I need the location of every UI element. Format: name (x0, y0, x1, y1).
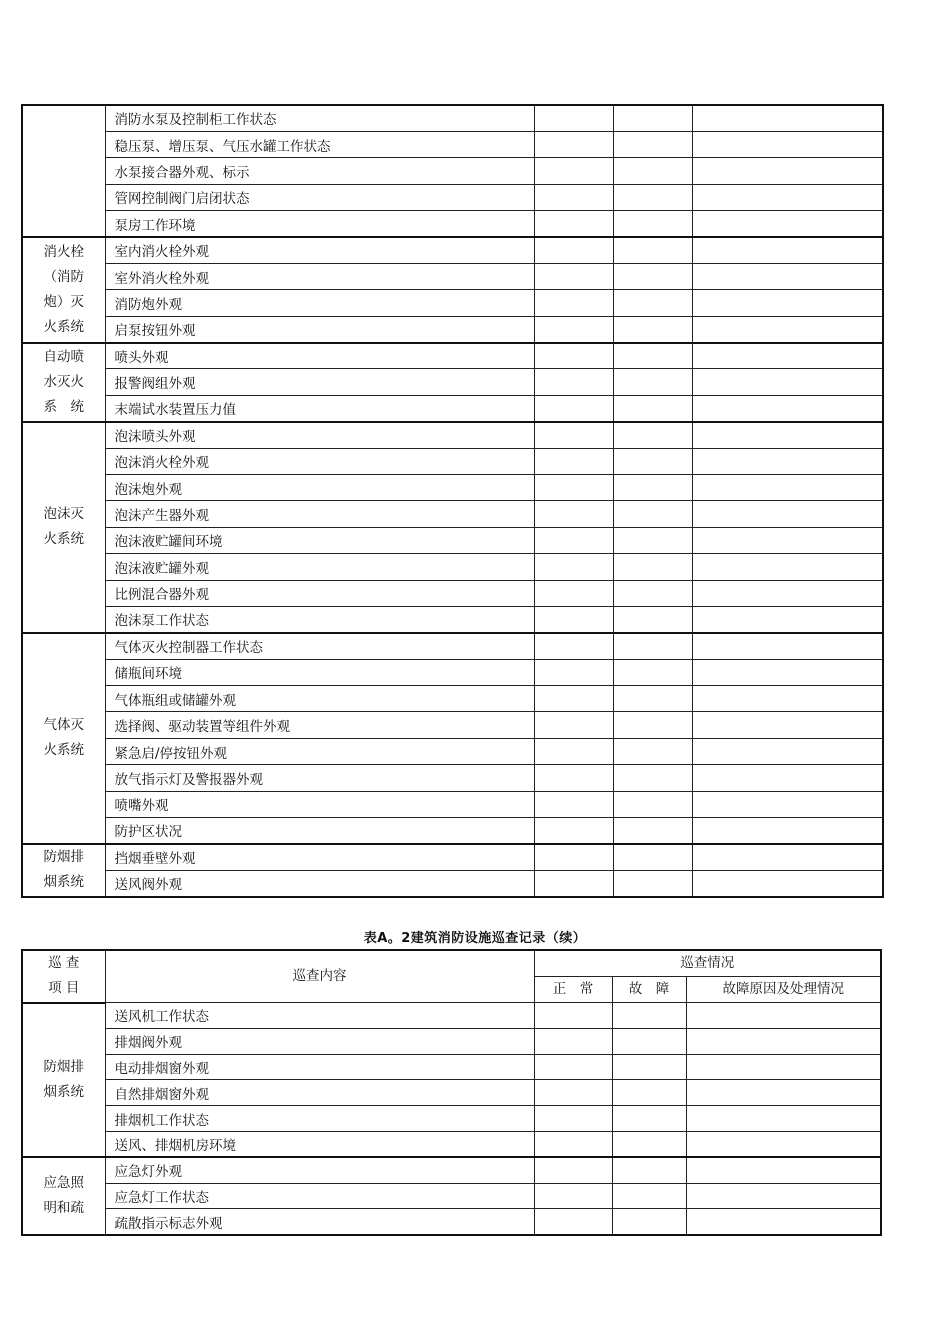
fault-cell[interactable] (613, 580, 692, 606)
inspection-item: 泡沫液贮罐外观 (105, 554, 534, 580)
inspection-item: 水泵接合器外观、标示 (105, 158, 534, 184)
fault-cell[interactable] (613, 738, 692, 764)
table-row (22, 527, 883, 553)
reason-cell[interactable] (692, 844, 883, 870)
reason-cell[interactable] (692, 131, 883, 157)
normal-cell[interactable] (534, 448, 613, 474)
group-label-line: 火系统 (43, 318, 84, 335)
reason-cell[interactable] (686, 1080, 881, 1106)
group-label (22, 422, 105, 633)
inspection-table-part1 (21, 104, 884, 898)
fault-cell[interactable] (613, 369, 692, 395)
reason-cell[interactable] (692, 422, 883, 448)
table-row (22, 290, 883, 316)
inspection-item: 气体瓶组或储罐外观 (105, 686, 534, 712)
fault-cell[interactable] (613, 184, 692, 210)
reason-cell[interactable] (686, 1003, 881, 1029)
group-label (22, 105, 105, 237)
table-row (22, 343, 883, 369)
table-row (22, 316, 883, 342)
reason-cell[interactable] (686, 1106, 881, 1132)
table-row (22, 1080, 881, 1106)
reason-cell[interactable] (692, 659, 883, 685)
reason-cell[interactable] (692, 554, 883, 580)
reason-cell[interactable] (692, 395, 883, 421)
reason-cell[interactable] (692, 606, 883, 632)
inspection-item: 放气指示灯及警报器外观 (105, 765, 534, 791)
table-row (22, 263, 883, 289)
group-label-line: 防烟排 (43, 1058, 84, 1075)
group-label-line: 明和疏 (43, 1199, 84, 1216)
inspection-item: 泡沫炮外观 (105, 474, 534, 500)
reason-cell[interactable] (692, 158, 883, 184)
inspection-item: 消防炮外观 (105, 290, 534, 316)
group-label (22, 343, 105, 422)
table-row (22, 501, 883, 527)
table-row (22, 448, 883, 474)
inspection-item: 储瓶间环境 (105, 659, 534, 685)
table-row (22, 870, 883, 896)
group-label-line: 消火栓 (43, 243, 84, 260)
group-label-line: 火系统 (43, 531, 84, 548)
fault-cell[interactable] (613, 712, 692, 738)
inspection-item: 喷头外观 (105, 343, 534, 369)
reason-cell[interactable] (692, 738, 883, 764)
reason-cell[interactable] (692, 237, 883, 263)
normal-cell[interactable] (534, 765, 613, 791)
header-normal: 正 常 (534, 977, 612, 1003)
fault-cell[interactable] (613, 105, 692, 131)
fault-cell[interactable] (613, 844, 692, 870)
reason-cell[interactable] (692, 791, 883, 817)
normal-cell[interactable] (534, 633, 613, 659)
header-item-line: 巡 查 (48, 955, 80, 972)
inspection-item: 自然排烟窗外观 (105, 1080, 534, 1106)
inspection-item: 启泵按钮外观 (105, 316, 534, 342)
inspection-item: 送风、排烟机房环境 (105, 1131, 534, 1157)
reason-cell[interactable] (692, 818, 883, 844)
inspection-item: 排烟机工作状态 (105, 1106, 534, 1132)
normal-cell[interactable] (534, 606, 613, 632)
table-row (22, 633, 883, 659)
normal-cell[interactable] (534, 1106, 612, 1132)
inspection-item: 排烟阀外观 (105, 1028, 534, 1054)
group-label-line: 自动喷 (43, 348, 84, 365)
normal-cell[interactable] (534, 501, 613, 527)
fault-cell[interactable] (613, 448, 692, 474)
header-status: 巡查情况 (534, 950, 881, 977)
group-label-line: 炮）灭 (43, 293, 84, 310)
inspection-item: 送风阀外观 (105, 870, 534, 896)
normal-cell[interactable] (534, 395, 613, 421)
normal-cell[interactable] (534, 316, 613, 342)
fault-cell[interactable] (612, 1106, 686, 1132)
fault-cell[interactable] (613, 316, 692, 342)
group-label (22, 633, 105, 844)
group-label-line: 水灭火 (43, 373, 84, 390)
table-row (22, 369, 883, 395)
fault-cell[interactable] (613, 554, 692, 580)
normal-cell[interactable] (534, 263, 613, 289)
inspection-item: 疏散指示标志外观 (105, 1209, 534, 1235)
normal-cell[interactable] (534, 844, 613, 870)
inspection-item: 泡沫泵工作状态 (105, 606, 534, 632)
normal-cell[interactable] (534, 527, 613, 553)
normal-cell[interactable] (534, 1080, 612, 1106)
table-row (22, 1106, 881, 1132)
normal-cell[interactable] (534, 554, 613, 580)
inspection-item: 消防水泵及控制柜工作状态 (105, 105, 534, 131)
normal-cell[interactable] (534, 158, 613, 184)
inspection-item: 室外消火栓外观 (105, 263, 534, 289)
inspection-item: 室内消火栓外观 (105, 237, 534, 263)
reason-cell[interactable] (692, 501, 883, 527)
group-label-line: 泡沫灭 (43, 506, 84, 523)
normal-cell[interactable] (534, 791, 613, 817)
normal-cell[interactable] (534, 422, 613, 448)
header-reason: 故障原因及处理情况 (686, 977, 881, 1003)
fault-cell[interactable] (613, 818, 692, 844)
fault-cell[interactable] (612, 1080, 686, 1106)
reason-cell[interactable] (692, 765, 883, 791)
inspection-item: 选择阀、驱动装置等组件外观 (105, 712, 534, 738)
reason-cell[interactable] (692, 527, 883, 553)
inspection-item: 挡烟垂壁外观 (105, 844, 534, 870)
fault-cell[interactable] (613, 211, 692, 237)
reason-cell[interactable] (686, 1054, 881, 1080)
group-label-line: 火系统 (43, 742, 84, 759)
table-row (22, 395, 883, 421)
fault-cell[interactable] (613, 659, 692, 685)
table-row (22, 131, 883, 157)
inspection-item: 泡沫液贮罐间环境 (105, 527, 534, 553)
table-row (22, 184, 883, 210)
reason-cell[interactable] (692, 448, 883, 474)
normal-cell[interactable] (534, 184, 613, 210)
fault-cell[interactable] (612, 1003, 686, 1029)
table-row (22, 554, 883, 580)
normal-cell[interactable] (534, 1209, 612, 1235)
table-caption: 表A。2建筑消防设施巡查记录（续） (363, 931, 587, 946)
reason-cell[interactable] (686, 1209, 881, 1235)
table-row (22, 1209, 881, 1235)
fault-cell[interactable] (612, 1157, 686, 1183)
table-row (22, 105, 883, 131)
inspection-item: 送风机工作状态 (105, 1003, 534, 1029)
reason-cell[interactable] (692, 369, 883, 395)
reason-cell[interactable] (692, 290, 883, 316)
inspection-item: 泵房工作环境 (105, 211, 534, 237)
table-row (22, 606, 883, 632)
normal-cell[interactable] (534, 369, 613, 395)
reason-cell[interactable] (692, 633, 883, 659)
normal-cell[interactable] (534, 686, 613, 712)
normal-cell[interactable] (534, 1054, 612, 1080)
normal-cell[interactable] (534, 870, 613, 896)
fault-cell[interactable] (612, 1209, 686, 1235)
fault-cell[interactable] (613, 158, 692, 184)
reason-cell[interactable] (692, 474, 883, 500)
table-row (22, 791, 883, 817)
header-content: 巡查内容 (105, 950, 534, 1003)
table-row (22, 1028, 881, 1054)
header-fault: 故 障 (612, 977, 686, 1003)
normal-cell[interactable] (534, 659, 613, 685)
normal-cell[interactable] (534, 1131, 612, 1157)
normal-cell[interactable] (534, 818, 613, 844)
fault-cell[interactable] (612, 1131, 686, 1157)
reason-cell[interactable] (692, 316, 883, 342)
group-label (22, 844, 105, 897)
fault-cell[interactable] (613, 870, 692, 896)
reason-cell[interactable] (686, 1028, 881, 1054)
inspection-item: 气体灭火控制器工作状态 (105, 633, 534, 659)
fault-cell[interactable] (613, 791, 692, 817)
table-row (22, 738, 883, 764)
group-label-line: 防烟排 (43, 849, 84, 866)
table-row (22, 1003, 881, 1029)
reason-cell[interactable] (692, 211, 883, 237)
group-label (22, 1157, 105, 1234)
fault-cell[interactable] (613, 237, 692, 263)
fault-cell[interactable] (612, 1183, 686, 1209)
normal-cell[interactable] (534, 580, 613, 606)
reason-cell[interactable] (692, 105, 883, 131)
normal-cell[interactable] (534, 211, 613, 237)
table-row (22, 686, 883, 712)
table-row (22, 1054, 881, 1080)
normal-cell[interactable] (534, 1157, 612, 1183)
group-label (22, 1003, 105, 1158)
inspection-item: 电动排烟窗外观 (105, 1054, 534, 1080)
header-item-column (22, 950, 105, 1003)
inspection-item: 报警阀组外观 (105, 369, 534, 395)
table-row (22, 474, 883, 500)
fault-cell[interactable] (612, 1028, 686, 1054)
fault-cell[interactable] (613, 527, 692, 553)
table-row (22, 422, 883, 448)
inspection-item: 末端试水装置压力值 (105, 395, 534, 421)
group-label-line: 系 统 (43, 398, 84, 415)
table-row (22, 712, 883, 738)
normal-cell[interactable] (534, 712, 613, 738)
normal-cell[interactable] (534, 343, 613, 369)
fault-cell[interactable] (613, 263, 692, 289)
group-label-line: 烟系统 (43, 874, 84, 891)
inspection-item: 防护区状况 (105, 818, 534, 844)
fault-cell[interactable] (613, 395, 692, 421)
inspection-item: 应急灯工作状态 (105, 1183, 534, 1209)
normal-cell[interactable] (534, 131, 613, 157)
inspection-table-part2 (21, 949, 882, 1236)
fault-cell[interactable] (613, 422, 692, 448)
normal-cell[interactable] (534, 738, 613, 764)
reason-cell[interactable] (686, 1157, 881, 1183)
group-label-line: （消防 (43, 268, 84, 285)
fault-cell[interactable] (613, 765, 692, 791)
fault-cell[interactable] (612, 1054, 686, 1080)
normal-cell[interactable] (534, 105, 613, 131)
inspection-item: 泡沫喷头外观 (105, 422, 534, 448)
table-row (22, 1157, 881, 1183)
table-row (22, 580, 883, 606)
fault-cell[interactable] (613, 633, 692, 659)
fault-cell[interactable] (613, 501, 692, 527)
table-row (22, 659, 883, 685)
inspection-item: 紧急启/停按钮外观 (105, 738, 534, 764)
reason-cell[interactable] (692, 580, 883, 606)
inspection-item: 喷嘴外观 (105, 791, 534, 817)
inspection-item: 管网控制阀门启闭状态 (105, 184, 534, 210)
normal-cell[interactable] (534, 1183, 612, 1209)
fault-cell[interactable] (613, 606, 692, 632)
reason-cell[interactable] (692, 263, 883, 289)
reason-cell[interactable] (692, 686, 883, 712)
inspection-item: 应急灯外观 (105, 1157, 534, 1183)
inspection-item: 泡沫产生器外观 (105, 501, 534, 527)
normal-cell[interactable] (534, 474, 613, 500)
header-item-line: 项 目 (48, 980, 80, 997)
table-row (22, 1131, 881, 1157)
group-label-line: 气体灭 (43, 717, 84, 734)
fault-cell[interactable] (613, 131, 692, 157)
normal-cell[interactable] (534, 237, 613, 263)
table-row (22, 844, 883, 870)
group-label-line: 烟系统 (43, 1083, 84, 1100)
table-row (22, 158, 883, 184)
reason-cell[interactable] (686, 1183, 881, 1209)
table-row (22, 765, 883, 791)
table-row (22, 818, 883, 844)
fault-cell[interactable] (613, 686, 692, 712)
group-label (22, 237, 105, 343)
normal-cell[interactable] (534, 1028, 612, 1054)
fault-cell[interactable] (613, 343, 692, 369)
reason-cell[interactable] (692, 343, 883, 369)
table-row (22, 211, 883, 237)
fault-cell[interactable] (613, 474, 692, 500)
inspection-item: 比例混合器外观 (105, 580, 534, 606)
table-row (22, 1183, 881, 1209)
reason-cell[interactable] (692, 870, 883, 896)
fault-cell[interactable] (613, 290, 692, 316)
inspection-item: 泡沫消火栓外观 (105, 448, 534, 474)
inspection-item: 稳压泵、增压泵、气压水罐工作状态 (105, 131, 534, 157)
reason-cell[interactable] (692, 712, 883, 738)
table-row (22, 237, 883, 263)
normal-cell[interactable] (534, 290, 613, 316)
reason-cell[interactable] (686, 1131, 881, 1157)
normal-cell[interactable] (534, 1003, 612, 1029)
group-label-line: 应急照 (43, 1174, 84, 1191)
reason-cell[interactable] (692, 184, 883, 210)
